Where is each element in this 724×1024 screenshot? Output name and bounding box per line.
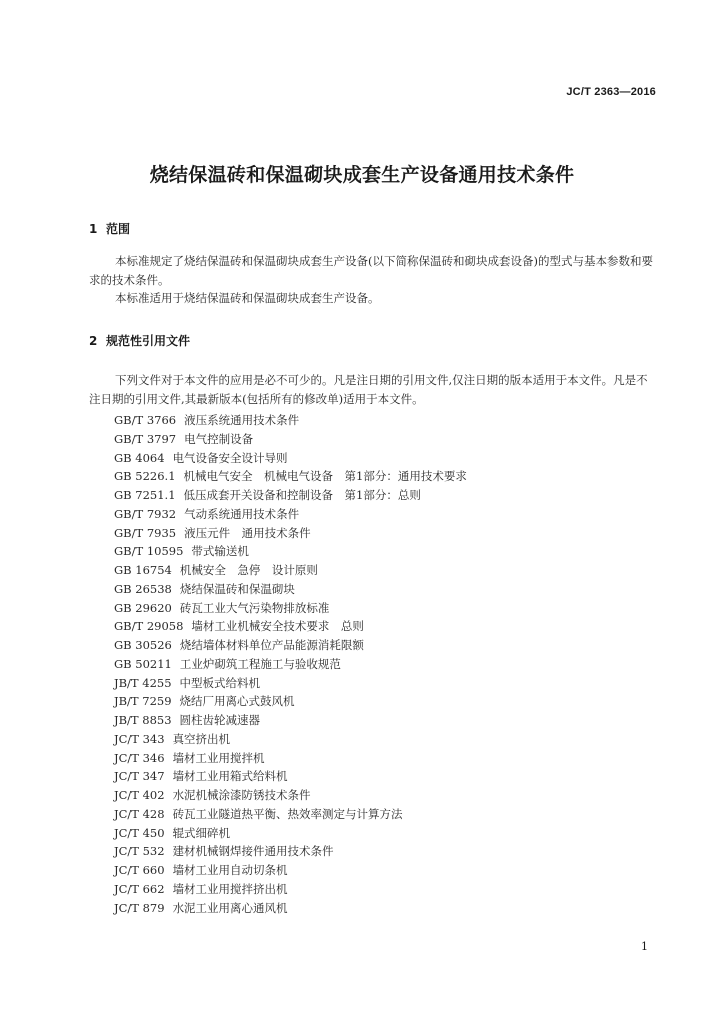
section-heading-scope <box>89 220 130 237</box>
page-number: 1 <box>641 940 648 953</box>
reference-list <box>114 411 467 917</box>
reference-code: GB/T 10595 <box>114 544 184 559</box>
scope-paragraph: 本标准适用于烧结保温砖和保温砌块成套生产设备。 <box>115 291 380 305</box>
reference-title: 中型板式给料机 <box>179 675 261 690</box>
reference-title: 低压成套开关设备和控制设备 第1部分：总则 <box>183 488 421 502</box>
reference-title: 机械安全 急停 设计原则 <box>179 563 318 577</box>
reference-item <box>114 561 467 580</box>
reference-code: GB 26538 <box>114 581 172 596</box>
reference-item <box>114 430 467 449</box>
reference-item <box>114 805 467 824</box>
reference-title: 液压元件 通用技术条件 <box>184 525 311 540</box>
reference-item <box>114 542 467 561</box>
reference-item <box>114 599 467 618</box>
section-number: 2 <box>89 334 98 348</box>
reference-code: JC/T 402 <box>114 788 165 802</box>
reference-item <box>114 749 467 768</box>
reference-item <box>114 524 467 543</box>
reference-code: GB 50211 <box>114 656 172 671</box>
reference-item <box>114 617 467 636</box>
reference-title: 墙材工业用搅拌挤出机 <box>172 881 288 896</box>
section-title: 范围 <box>106 222 131 236</box>
reference-code: JC/T 343 <box>114 731 165 746</box>
reference-item <box>114 674 467 693</box>
section-title: 规范性引用文件 <box>106 334 191 348</box>
reference-item <box>114 786 467 805</box>
references-intro-paragraph: 下列文件对于本文件的应用是必不可少的。凡是注日期的引用文件,仅注日期的版本适用于本文件。凡是不注日期的引用文件,其最新版本(包括所有的修改单)适用于本文件。 <box>89 373 648 406</box>
reference-title: 带式输送机 <box>191 544 249 559</box>
reference-code: GB/T 29058 <box>114 619 184 634</box>
section-number: 1 <box>89 222 98 236</box>
reference-title: 水泥工业用离心通风机 <box>172 900 288 915</box>
reference-item <box>114 861 467 880</box>
reference-item <box>114 449 467 468</box>
reference-title: 电气控制设备 <box>184 431 254 446</box>
reference-code: GB 5226.1 <box>114 469 176 484</box>
reference-code: JC/T 450 <box>114 825 165 840</box>
scope-paragraph: 本标准规定了烧结保温砖和保温砌块成套生产设备(以下简称保温砖和砌块成套设备)的型式与基本参数和要求的技术条件。 <box>89 254 653 287</box>
reference-title: 墙材工业用搅拌机 <box>172 750 265 765</box>
reference-item <box>114 730 467 749</box>
reference-title: 水泥机械涂漆防锈技术条件 <box>172 788 311 802</box>
reference-code: GB 7251.1 <box>114 488 176 502</box>
scope-body <box>89 252 659 308</box>
reference-title: 墙材工业用箱式给料机 <box>172 769 288 784</box>
reference-item <box>114 411 467 430</box>
reference-item <box>114 767 467 786</box>
reference-code: JB/T 4255 <box>114 675 172 690</box>
document-title: 烧结保温砖和保温砌块成套生产设备通用技术条件 <box>149 164 575 186</box>
reference-title: 工业炉砌筑工程施工与验收规范 <box>179 656 341 671</box>
reference-code: JC/T 532 <box>114 844 165 859</box>
reference-title: 砖瓦工业隧道热平衡、热效率测定与计算方法 <box>172 806 403 821</box>
reference-code: GB/T 7932 <box>114 506 177 521</box>
reference-code: JB/T 8853 <box>114 713 172 727</box>
reference-title: 烧结保温砖和保温砌块 <box>179 581 295 596</box>
reference-title: 墙材工业机械安全技术要求 总则 <box>191 619 364 634</box>
reference-item <box>114 467 467 486</box>
reference-code: JB/T 7259 <box>114 694 172 709</box>
reference-item <box>114 655 467 674</box>
reference-title: 砖瓦工业大气污染物排放标准 <box>179 600 330 615</box>
reference-item <box>114 824 467 843</box>
reference-item <box>114 880 467 899</box>
reference-item <box>114 711 467 730</box>
reference-code: JC/T 347 <box>114 769 165 784</box>
reference-item <box>114 636 467 655</box>
reference-code: JC/T 428 <box>114 806 165 821</box>
reference-code: GB 29620 <box>114 600 172 615</box>
standard-code: JC/T 2363—2016 <box>566 86 656 98</box>
reference-title: 建材机械钢焊接件通用技术条件 <box>172 844 334 859</box>
reference-item <box>114 580 467 599</box>
reference-code: GB 4064 <box>114 450 165 465</box>
references-intro <box>89 371 659 408</box>
reference-title: 气动系统通用技术条件 <box>184 506 300 521</box>
reference-code: JC/T 662 <box>114 881 165 896</box>
reference-item <box>114 842 467 861</box>
reference-title: 机械电气安全 机械电气设备 第1部分：通用技术要求 <box>183 469 467 484</box>
reference-title: 电气设备安全设计导则 <box>172 450 288 465</box>
reference-title: 烧结厂用离心式鼓风机 <box>179 694 295 709</box>
reference-code: JC/T 660 <box>114 863 165 877</box>
reference-title: 圆柱齿轮减速器 <box>179 713 261 727</box>
reference-title: 烧结墙体材料单位产品能源消耗限额 <box>179 638 364 652</box>
reference-code: GB/T 7935 <box>114 525 177 540</box>
reference-code: GB/T 3797 <box>114 431 177 446</box>
reference-code: GB 30526 <box>114 638 172 652</box>
reference-code: GB 16754 <box>114 563 172 577</box>
reference-title: 墙材工业用自动切条机 <box>172 863 288 877</box>
reference-code: JC/T 346 <box>114 750 165 765</box>
reference-code: JC/T 879 <box>114 900 165 915</box>
reference-item <box>114 692 467 711</box>
reference-item <box>114 486 467 505</box>
reference-title: 真空挤出机 <box>172 731 231 746</box>
reference-code: GB/T 3766 <box>114 413 177 427</box>
reference-item <box>114 899 467 918</box>
reference-item <box>114 505 467 524</box>
section-heading-normative-references <box>89 332 190 349</box>
reference-title: 辊式细碎机 <box>172 825 231 840</box>
reference-title: 液压系统通用技术条件 <box>184 413 300 427</box>
